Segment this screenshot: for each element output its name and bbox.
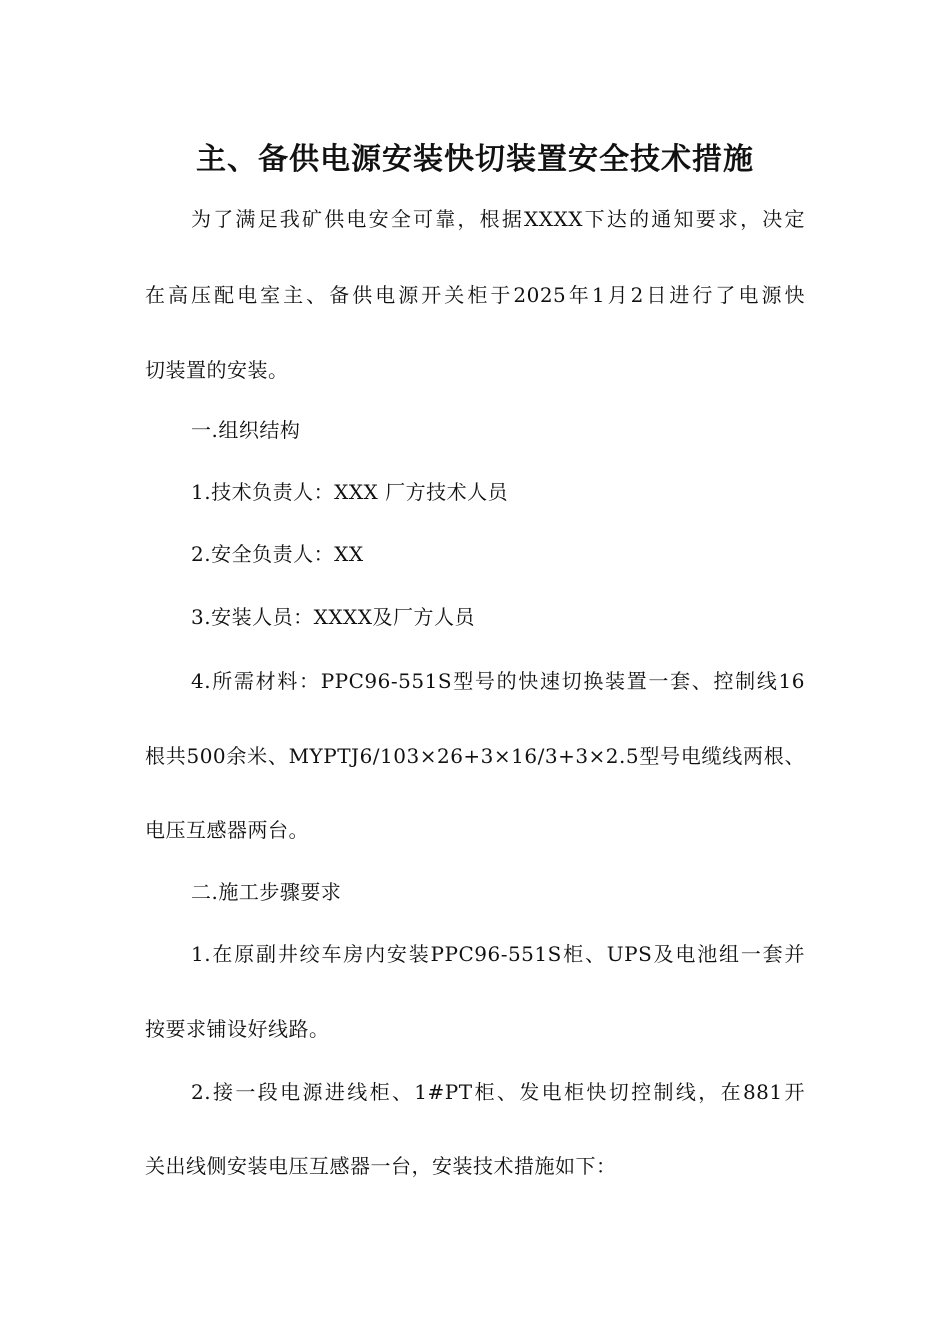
- paragraph-line: 在高压配电室主、备供电源开关柜于2025年1月2日进行了电源快: [145, 283, 805, 307]
- section-heading: 二.施工步骤要求: [191, 880, 342, 904]
- paragraph-line: 切装置的安装。: [145, 358, 289, 382]
- paragraph-line: 根共500余米、MYPTJ6/103×26+3×16/3+3×2.5型号电缆线两根、: [145, 744, 805, 768]
- section-heading: 一.组织结构: [191, 418, 301, 442]
- list-item: 1.技术负责人：XXX 厂方技术人员: [191, 480, 509, 504]
- list-item: 4.所需材料：PPC96-551S型号的快速切换装置一套、控制线16: [191, 669, 805, 693]
- document-title: 主、备供电源安装快切装置安全技术措施: [196, 142, 754, 177]
- paragraph-line: 按要求铺设好线路。: [145, 1017, 330, 1041]
- list-item: 2.接一段电源进线柜、1#PT柜、发电柜快切控制线，在881开: [191, 1080, 805, 1104]
- list-item: 2.安全负责人：XX: [191, 542, 364, 566]
- list-item: 3.安装人员：XXXX及厂方人员: [191, 605, 476, 629]
- paragraph-line: 为了满足我矿供电安全可靠，根据XXXX下达的通知要求，决定: [191, 207, 805, 231]
- paragraph-line: 电压互感器两台。: [145, 818, 309, 842]
- paragraph-line: 关出线侧安装电压互感器一台，安装技术措施如下：: [145, 1154, 617, 1178]
- list-item: 1.在原副井绞车房内安装PPC96-551S柜、UPS及电池组一套并: [191, 942, 805, 966]
